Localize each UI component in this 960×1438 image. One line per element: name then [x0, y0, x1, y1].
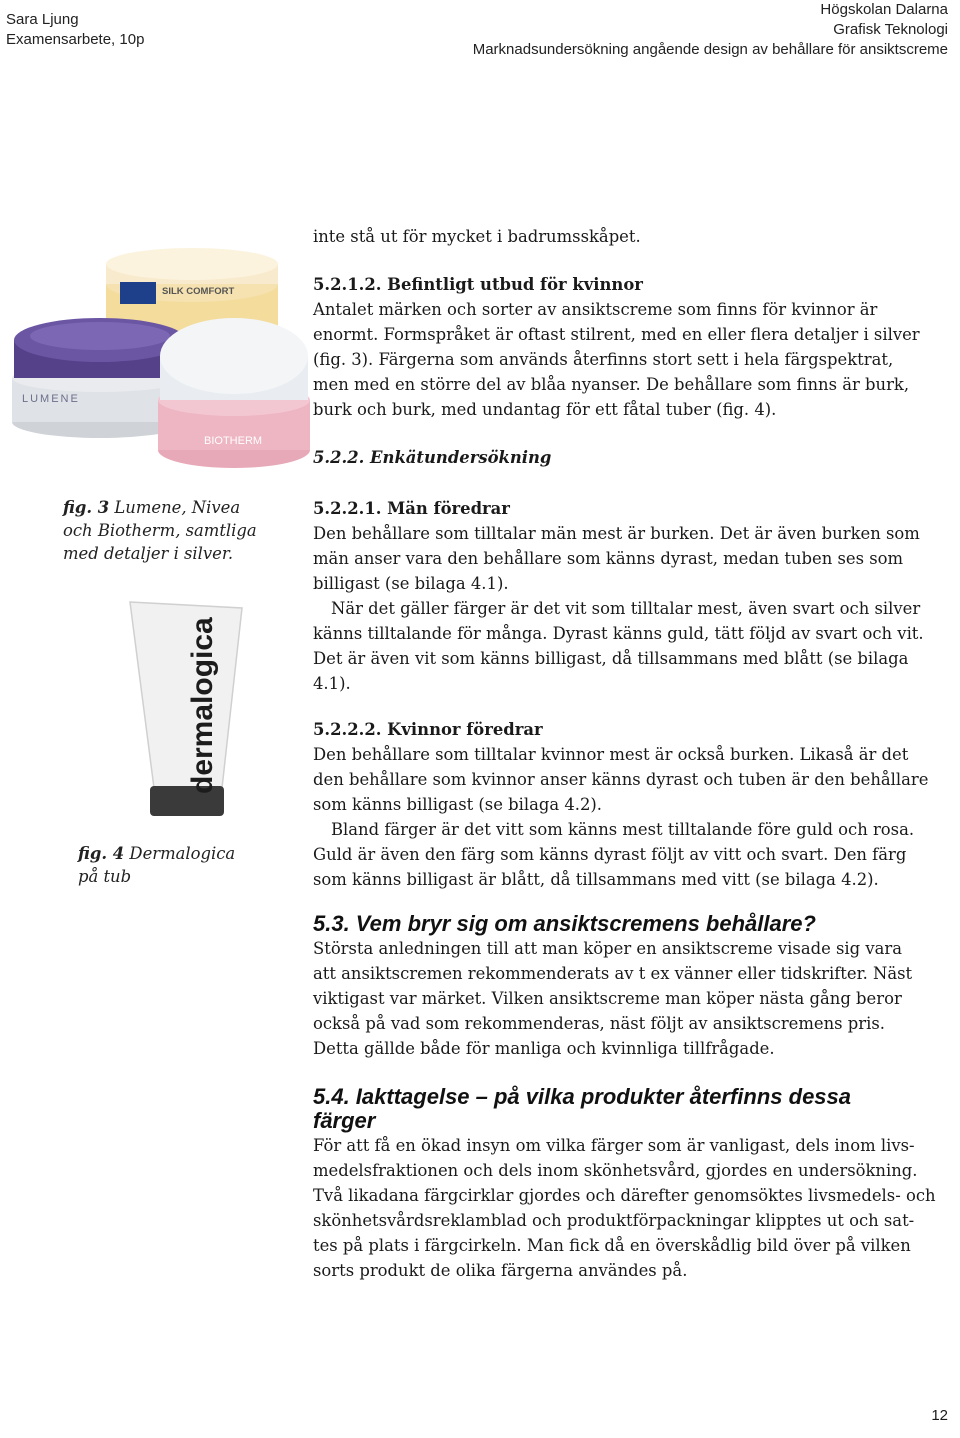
section-5-2-2-2-p1-line-2: den behållare som kvinnor anser känns dyrast och tuben är den behållare — [313, 770, 929, 789]
page-number: 12 — [931, 1407, 948, 1424]
section-5-2-2-1-p2-line-3: Det är även vit som känns billigast, då tillsammans med blått (se bilaga — [313, 649, 909, 668]
fig4-label: fig. 4 — [78, 844, 125, 863]
section-5-2-1-2-line-2: enormt. Formspråket är oftast stilrent, med en eller flera detaljer i silver — [313, 325, 920, 344]
section-5-2-2-2-p2-line-2: Guld är även den färg som känns dyrast följt av vitt och svart. Den färg — [313, 845, 907, 864]
fig4-caption-line-2: på tub — [78, 867, 132, 886]
header-program: Grafisk Teknologi — [833, 21, 948, 38]
section-5-4-line-5: tes på plats i färgcirkeln. Man fick då en överskådlig bild över på vilken — [313, 1236, 911, 1255]
header-document-title: Marknadsundersökning angående design av behållare för ansiktscreme — [472, 41, 948, 58]
section-5-3-line-1: Största anledningen till att man köper en ansiktscreme visade sig vara — [313, 939, 902, 958]
section-5-2-2-2-heading: 5.2.2.2. Kvinnor föredrar — [313, 720, 543, 739]
fig3-caption-line-1: Lumene, Nivea — [114, 498, 241, 517]
header-left — [6, 10, 144, 50]
intro-line-text: inte stå ut för mycket i badrumsskåpet. — [313, 227, 641, 246]
section-5-2-2-1-p2-line-1: När det gäller färger är det vit som tilltalar mest, även svart och silver — [331, 599, 921, 618]
section-5-3-line-2: att ansiktscremen rekommenderats av t ex vänner eller tidskrifter. Näst — [313, 964, 913, 983]
section-5-2-2-1-p2-line-4: 4.1). — [313, 674, 351, 693]
section-5-4-line-1: För att få en ökad insyn om vilka färger som är vanligast, dels inom livs- — [313, 1136, 915, 1155]
biotherm-jar — [158, 318, 310, 468]
section-5-2-2-2-p2-line-3: som känns billigast är blått, då tillsammans med vitt (se bilaga 4.2). — [313, 870, 879, 889]
lumene-label: LUMENE — [22, 393, 80, 405]
section-5-4-line-6: sorts produkt de olika färgerna användes på. — [313, 1261, 688, 1280]
section-5-2-2-1-p2-line-2: känns tilltalande för många. Dyrast känns guld, tätt följd av svart och vit. — [313, 624, 924, 643]
fig4-tube-image — [126, 598, 246, 824]
section-5-4 — [313, 1085, 958, 1283]
section-5-2-2-1-p1-line-1: Den behållare som tilltalar män mest är burken. Det är även burken som — [313, 524, 920, 543]
fig4-caption-line-1: Dermalogica — [129, 844, 236, 863]
header-course: Examensarbete, 10p — [6, 31, 145, 48]
section-5-4-line-4: skönhetsvårdsreklamblad och produktförpackningar klipptes ut och sat- — [313, 1211, 915, 1230]
header-right — [473, 0, 948, 60]
section-5-3-line-4: också på vad som rekommenderas, näst följt av ansiktscremens pris. — [313, 1014, 885, 1033]
section-5-4-line-2: medelsfraktionen och dels inom skönhetsvård, gjordes en undersökning. — [313, 1161, 918, 1180]
fig3-label: fig. 3 — [63, 498, 110, 517]
section-5-4-heading-line-1: 5.4. Iakttagelse – på vilka produkter återfinns dessa — [313, 1084, 852, 1109]
section-5-2-2-1-p1-line-3: billigast (se bilaga 4.1). — [313, 574, 509, 593]
section-5-2-1-2-line-3: (fig. 3). Färgerna som används återfinns stort sett i hela färgspektrat, — [313, 350, 894, 369]
section-5-4-heading-line-2: färger — [313, 1108, 376, 1133]
fig4-caption — [78, 842, 235, 888]
tube-brand-text: dermalogica — [186, 617, 219, 794]
section-5-4-line-3: Två likadana färgcirklar gjordes och därefter genomsöktes livsmedels- och — [313, 1186, 936, 1205]
section-5-2-2-2 — [313, 717, 958, 892]
section-5-2-1-2-line-4: men med en större del av blåa nyanser. De behållare som finns är burk, — [313, 375, 910, 394]
section-5-3-line-3: viktigast var märket. Vilken ansiktscreme man köper nästa gång beror — [313, 989, 902, 1008]
section-5-2-1-2 — [313, 272, 958, 422]
intro-line — [313, 224, 958, 249]
fig3-caption-line-2: och Biotherm, samtliga — [63, 521, 257, 540]
section-5-2-2-1 — [313, 496, 958, 696]
section-5-2-1-2-line-5: burk och burk, med undantag för ett fåtal tuber (fig. 4). — [313, 400, 777, 419]
section-5-2-2 — [313, 445, 958, 470]
fig3-jars-image — [10, 230, 310, 478]
section-5-2-1-2-heading: 5.2.1.2. Befintligt utbud för kvinnor — [313, 275, 643, 294]
header-author: Sara Ljung — [6, 11, 79, 28]
nivea-label: SILK COMFORT — [162, 286, 235, 297]
fig3-caption-line-3: med detaljer i silver. — [63, 544, 234, 563]
header-school: Högskolan Dalarna — [820, 1, 948, 18]
section-5-2-2-heading: 5.2.2. Enkätundersökning — [313, 448, 552, 467]
section-5-2-2-1-heading: 5.2.2.1. Män föredrar — [313, 499, 510, 518]
biotherm-label: BIOTHERM — [204, 435, 263, 447]
section-5-2-2-1-p1-line-2: män anser vara den behållare som känns dyrast, medan tuben ses som — [313, 549, 904, 568]
section-5-3-heading: 5.3. Vem bryr sig om ansiktscremens behållare? — [313, 911, 816, 936]
fig3-caption — [63, 496, 257, 565]
section-5-3-line-5: Detta gällde både för manliga och kvinnliga tillfrågade. — [313, 1039, 775, 1058]
section-5-2-1-2-line-1: Antalet märken och sorter av ansiktscreme som finns för kvinnor är — [313, 300, 878, 319]
section-5-2-2-2-p1-line-3: som känns billigast (se bilaga 4.2). — [313, 795, 603, 814]
section-5-2-2-2-p1-line-1: Den behållare som tilltalar kvinnor mest är också burken. Likaså är det — [313, 745, 909, 764]
section-5-2-2-2-p2-line-1: Bland färger är det vitt som känns mest tilltalande före guld och rosa. — [331, 820, 915, 839]
section-5-3 — [313, 912, 958, 1061]
